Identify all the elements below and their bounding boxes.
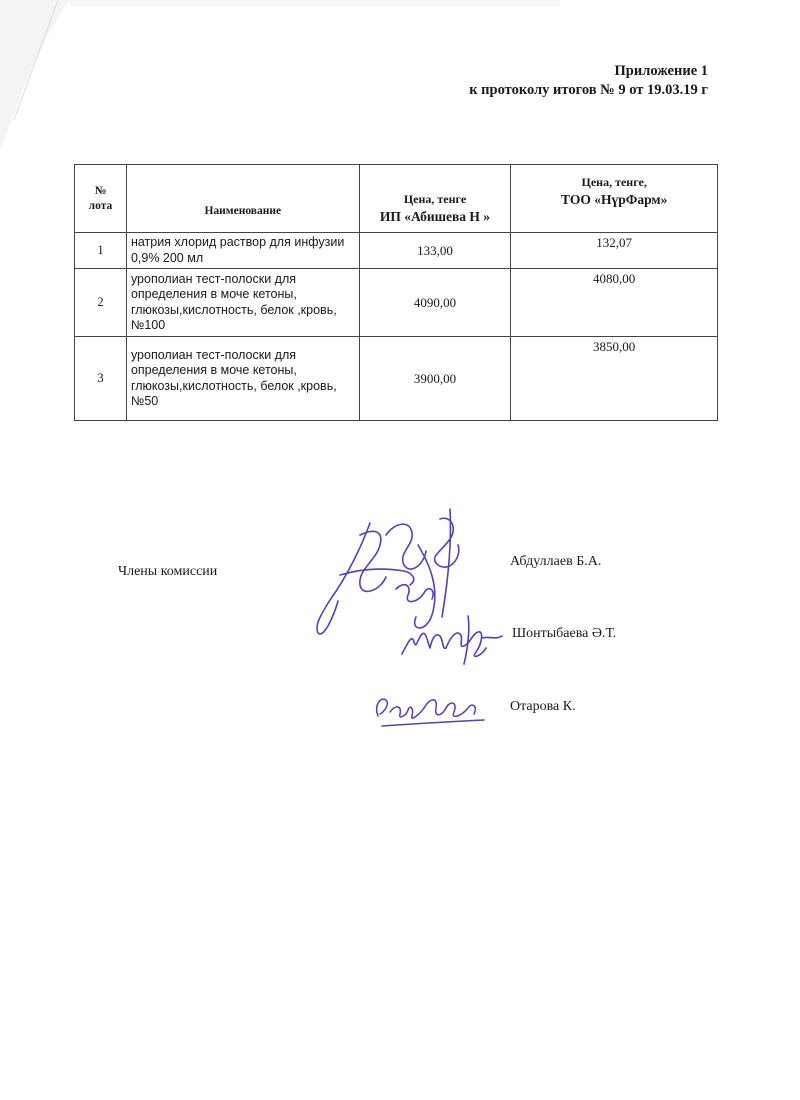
price-abisheva: 4090,00 (359, 269, 511, 337)
table-row (75, 337, 718, 421)
table-row (75, 269, 718, 337)
member-name-shontybaeva: Шонтыбаева Ә.Т. (512, 626, 617, 641)
column-header-number-sign: № (94, 184, 107, 197)
price-nurfarm: 132,07 (511, 233, 718, 269)
item-name-line: глюкозы,кислотность, белок ,кровь, (130, 302, 337, 317)
appendix-header (469, 62, 708, 100)
lot-number: 3 (75, 337, 127, 421)
item-name (126, 269, 359, 337)
table-header-row (75, 165, 718, 233)
column-header-supplier-abisheva: ИП «Абишева Н » (379, 208, 491, 224)
appendix-title: Приложение 1 (614, 63, 708, 79)
item-name-line: №100 (130, 318, 166, 332)
lot-number: 2 (75, 269, 127, 337)
member-name-otarova: Отарова К. (510, 699, 576, 714)
item-name-line: определения в моче кетоны, (130, 287, 297, 301)
signature-abdullaev (300, 505, 500, 655)
price-nurfarm: 3850,00 (511, 337, 718, 421)
column-header-name: Наименование (126, 165, 359, 233)
column-header-price-label: Цена, тенге (403, 191, 467, 206)
item-name (126, 337, 359, 421)
item-name (126, 233, 359, 269)
lot-number: 1 (75, 233, 127, 269)
item-name-line: урополиан тест-полоски для (130, 271, 297, 286)
column-header-supplier-nurfarm: ТОО «НүрФарм» (561, 192, 668, 207)
column-header-price-nurfarm (511, 165, 718, 233)
member-name-abdullaev: Абдуллаев Б.А. (510, 554, 602, 569)
column-header-price-abisheva (359, 165, 511, 233)
price-nurfarm: 4080,00 (511, 269, 718, 337)
lots-table (74, 164, 718, 421)
item-name-line: урополиан тест-полоски для (130, 347, 297, 362)
commission-label: Члены комиссии (118, 564, 218, 579)
table-row (75, 233, 718, 269)
column-header-price-label: Цена, тенге, (581, 175, 647, 189)
column-header-lot-number (75, 165, 127, 233)
signature-shontybaeva (398, 608, 508, 668)
item-name-line: 0,9% 200 мл (130, 250, 204, 265)
price-abisheva: 133,00 (359, 233, 511, 269)
item-name-line: №50 (130, 394, 159, 408)
item-name-line: глюкозы,кислотность, белок ,кровь, (130, 378, 337, 393)
item-name-line: определения в моче кетоны, (130, 363, 297, 377)
protocol-reference: к протоколу итогов № 9 от 19.03.19 г (469, 82, 708, 98)
signature-otarova (372, 686, 490, 734)
column-header-lot: лота (88, 199, 113, 212)
item-name-line: натрия хлорид раствор для инфузии (130, 235, 345, 249)
price-abisheva: 3900,00 (359, 337, 511, 421)
